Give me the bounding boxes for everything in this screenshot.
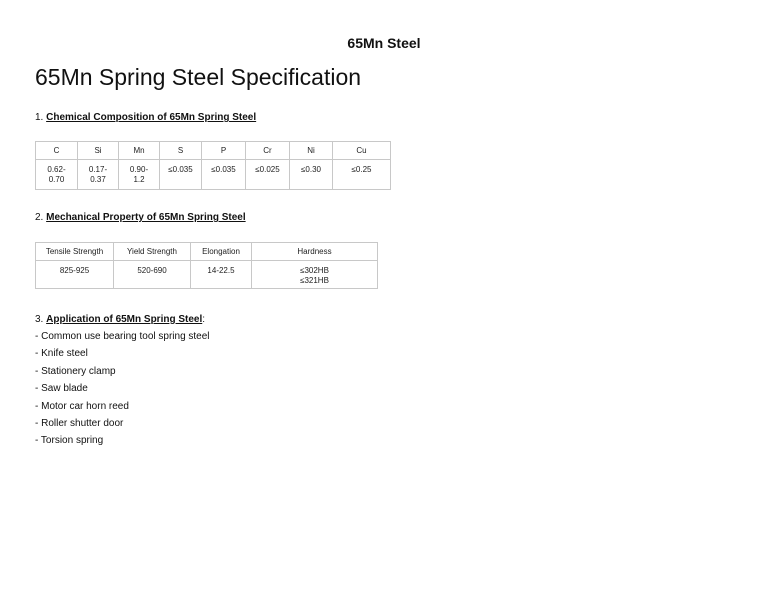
cell-line: 520-690 [137, 266, 167, 275]
list-item: - Motor car horn reed [35, 400, 129, 412]
column-header: Cu [333, 142, 391, 160]
table-header-row [36, 243, 378, 261]
column-header: S [160, 142, 202, 160]
cell-line: 0.70 [48, 175, 65, 184]
column-header: C [36, 142, 78, 160]
table-cell [78, 160, 119, 190]
section-number: 3. [35, 314, 44, 325]
table-cell [36, 261, 114, 289]
table-cell [252, 261, 378, 289]
cell-line: ≤0.035 [168, 165, 193, 174]
list-item: - Stationery clamp [35, 365, 116, 377]
mechanical-property-link[interactable]: Mechanical Property of 65Mn Spring Steel [46, 212, 246, 223]
column-header: Elongation [191, 243, 252, 261]
cell-line: 0.17- [88, 165, 108, 174]
table-cell [160, 160, 202, 190]
column-header: P [202, 142, 246, 160]
cell-line: ≤302HB [300, 266, 329, 275]
chemical-composition-link[interactable]: Chemical Composition of 65Mn Spring Steel [46, 112, 257, 123]
table-cell [191, 261, 252, 289]
column-header: Tensile Strength [36, 243, 114, 261]
list-item: - Knife steel [35, 348, 88, 360]
mechanical-property-table [35, 242, 378, 289]
table-cell [36, 160, 78, 190]
table-row [36, 160, 391, 190]
cell-line: ≤321HB [300, 276, 329, 285]
table-cell [119, 160, 160, 190]
table-row [36, 261, 378, 289]
chemical-composition-table [35, 141, 391, 190]
application-link[interactable]: Application of 65Mn Spring Steel [46, 314, 203, 325]
cell-line: 825-925 [59, 266, 90, 275]
table-cell [114, 261, 191, 289]
column-header: Ni [290, 142, 333, 160]
list-item: - Common use bearing tool spring steel [35, 331, 210, 342]
cell-line: ≤0.035 [211, 165, 236, 174]
cell-line: 1.2 [133, 175, 145, 184]
cell-line: 0.37 [90, 175, 106, 184]
cell-line: ≤0.30 [301, 165, 321, 174]
table-cell [290, 160, 333, 190]
cell-line: 14-22.5 [207, 266, 235, 275]
cell-line: 0.62- [47, 165, 66, 174]
cell-line: ≤0.025 [255, 165, 280, 174]
application-list [35, 331, 210, 453]
table-cell [202, 160, 246, 190]
list-item: - Saw blade [35, 383, 88, 395]
table-cell [333, 160, 391, 190]
section-mechanical-heading [35, 212, 246, 223]
section-number: 1. [35, 112, 44, 123]
table-header-row [36, 142, 391, 160]
heading-suffix: : [202, 314, 206, 325]
column-header: Mn [119, 142, 160, 160]
table-cell [246, 160, 290, 190]
header-title: 65Mn Steel [347, 35, 421, 51]
section-number: 2. [35, 212, 44, 223]
column-header: Hardness [252, 243, 378, 261]
list-item: - Roller shutter door [35, 417, 124, 429]
cell-line: 0.90- [129, 165, 149, 174]
column-header: Cr [246, 142, 290, 160]
column-header: Yield Strength [114, 243, 191, 261]
cell-line: ≤0.25 [351, 165, 372, 174]
page-title: 65Mn Spring Steel Specification [35, 64, 362, 90]
section-application-heading [35, 314, 205, 325]
column-header: Si [78, 142, 119, 160]
list-item: - Torsion spring [35, 435, 104, 447]
section-chemical-heading [35, 112, 256, 123]
